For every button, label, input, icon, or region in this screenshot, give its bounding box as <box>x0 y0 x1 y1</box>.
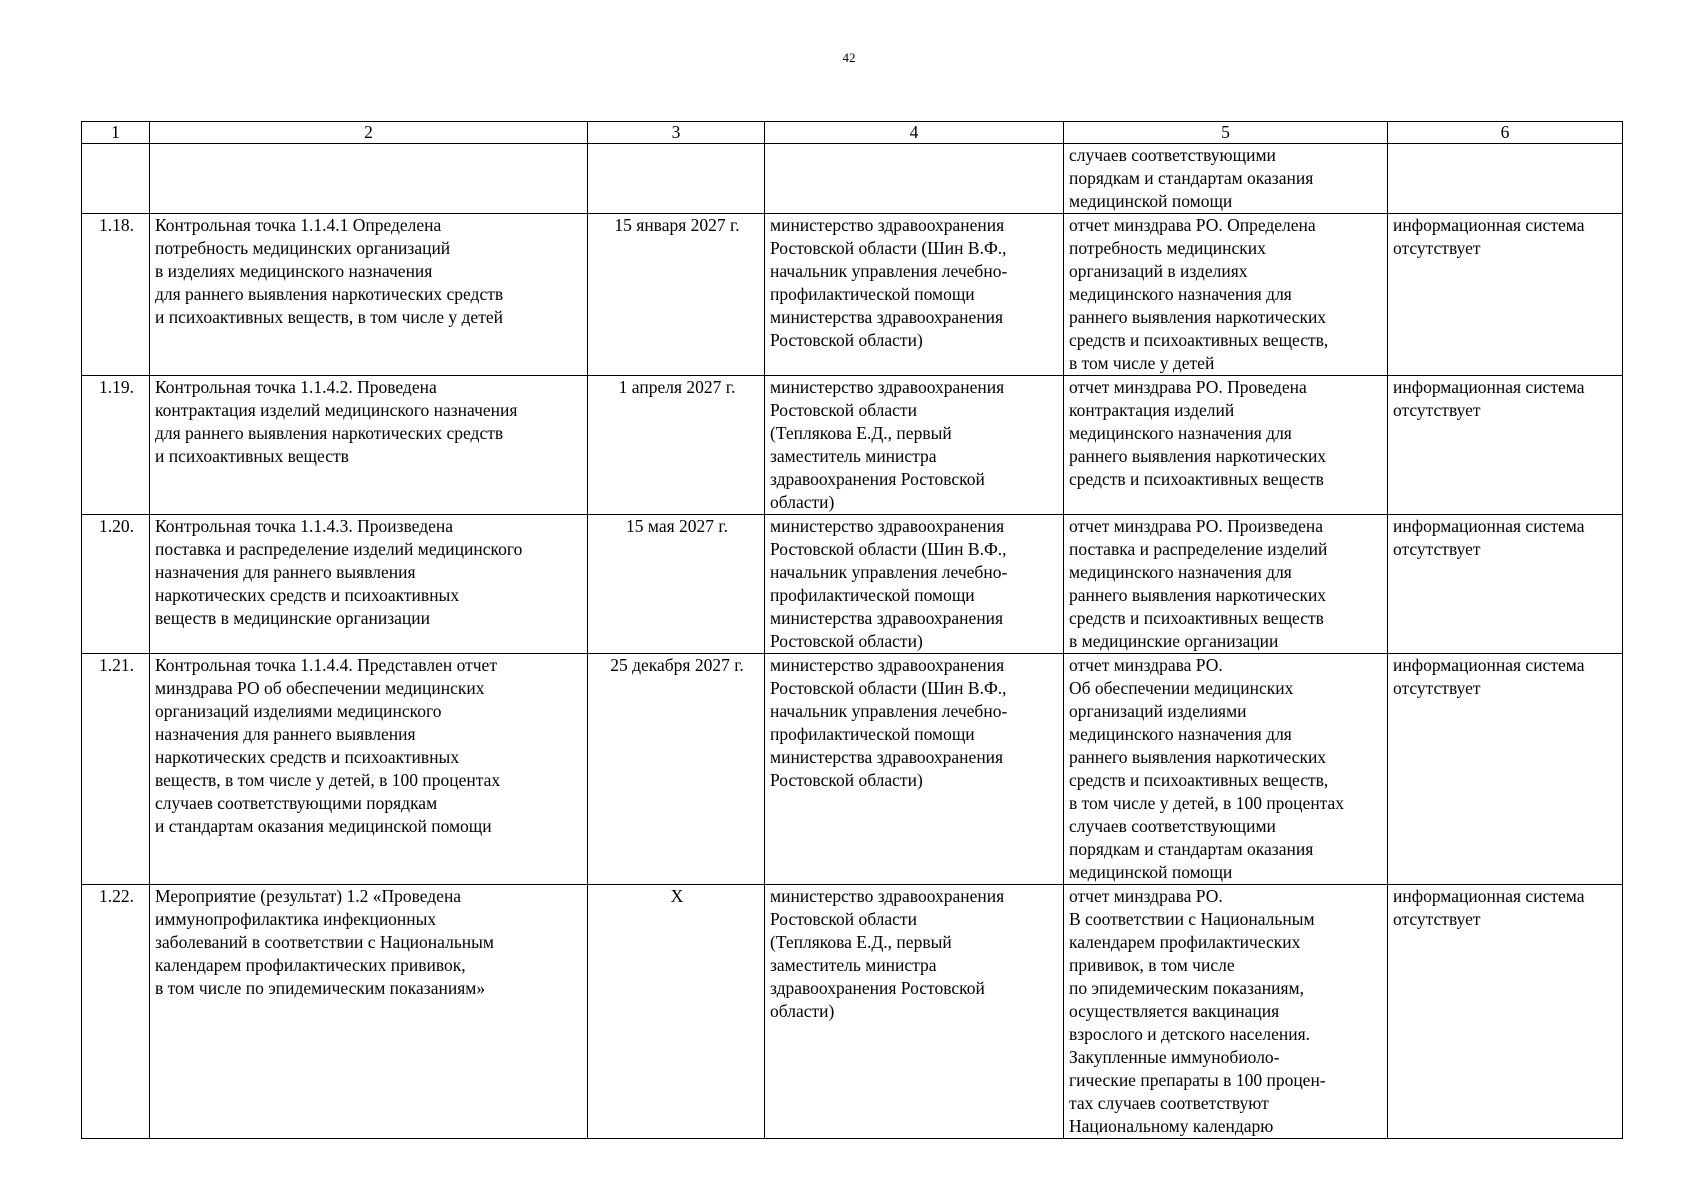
column-header: 1 <box>82 122 150 144</box>
row-result: отчет минздрава РО. В соответствии с Национальным календарем профилактических прививок, в том числе по эпидемическим показаниям, осуществляется вакцинация взрослого и детского населения. Закупленные иммунобиоло- гические препараты в 100 процен- тах случаев соответствуют Национальному календарю <box>1064 885 1388 1139</box>
row-number: 1.21. <box>82 654 150 885</box>
row-date: 15 мая 2027 г. <box>588 515 765 654</box>
table-row <box>82 515 1623 654</box>
row-date: 25 декабря 2027 г. <box>588 654 765 885</box>
row-responsible: министерство здравоохранения Ростовской области (Теплякова Е.Д., первый заместитель министра здравоохранения Ростовской области) <box>765 885 1064 1139</box>
row-date: 1 апреля 2027 г. <box>588 376 765 515</box>
row-system: информационная система отсутствует <box>1388 885 1623 1139</box>
row-number: 1.20. <box>82 515 150 654</box>
row-responsible: министерство здравоохранения Ростовской области (Шин В.Ф., начальник управления лечебно- профилактической помощи министерства здравоохранения Ростовской области) <box>765 214 1064 376</box>
table-row <box>82 144 1623 214</box>
row-date <box>588 144 765 214</box>
plan-table <box>81 121 1623 1139</box>
table-header-row <box>82 122 1623 144</box>
row-responsible: министерство здравоохранения Ростовской области (Шин В.Ф., начальник управления лечебно- профилактической помощи министерства здравоохранения Ростовской области) <box>765 654 1064 885</box>
row-number: 1.19. <box>82 376 150 515</box>
table-row <box>82 376 1623 515</box>
page-number: 42 <box>842 50 856 65</box>
row-number: 1.22. <box>82 885 150 1139</box>
table-row <box>82 654 1623 885</box>
row-name <box>150 144 588 214</box>
row-result: отчет минздрава РО. Определена потребность медицинских организаций в изделиях медицинского назначения для раннего выявления наркотических средств и психоактивных веществ, в том числе у детей <box>1064 214 1388 376</box>
row-number: 1.18. <box>82 214 150 376</box>
column-header: 4 <box>765 122 1064 144</box>
row-system <box>1388 144 1623 214</box>
row-name: Контрольная точка 1.1.4.1 Определена потребность медицинских организаций в изделиях медицинского назначения для раннего выявления наркотических средств и психоактивных веществ, в том числе у детей <box>150 214 588 376</box>
row-date: X <box>588 885 765 1139</box>
row-name: Контрольная точка 1.1.4.2. Проведена контрактация изделий медицинского назначения для раннего выявления наркотических средств и психоактивных веществ <box>150 376 588 515</box>
row-responsible: министерство здравоохранения Ростовской области (Теплякова Е.Д., первый заместитель министра здравоохранения Ростовской области) <box>765 376 1064 515</box>
row-name: Контрольная точка 1.1.4.3. Произведена поставка и распределение изделий медицинского назначения для раннего выявления наркотических средств и психоактивных веществ в медицинские организации <box>150 515 588 654</box>
row-result: случаев соответствующими порядкам и стандартам оказания медицинской помощи <box>1064 144 1388 214</box>
column-header: 3 <box>588 122 765 144</box>
row-number <box>82 144 150 214</box>
row-name: Контрольная точка 1.1.4.4. Представлен отчет минздрава РО об обеспечении медицинских организаций изделиями медицинского назначения для раннего выявления наркотических средств и психоактивных веществ, в том числе у детей, в 100 процентах случаев соответствующими порядкам и стандартам оказания медицинской помощи <box>150 654 588 885</box>
column-header: 6 <box>1388 122 1623 144</box>
column-header: 5 <box>1064 122 1388 144</box>
row-name: Мероприятие (результат) 1.2 «Проведена иммунопрофилактика инфекционных заболеваний в соответствии с Национальным календарем профилактических прививок, в том числе по эпидемическим показаниям» <box>150 885 588 1139</box>
row-system: информационная система отсутствует <box>1388 515 1623 654</box>
table-row <box>82 214 1623 376</box>
row-result: отчет минздрава РО. Об обеспечении медицинских организаций изделиями медицинского назначения для раннего выявления наркотических средств и психоактивных веществ, в том числе у детей, в 100 процентах случаев соответствующими порядкам и стандартам оказания медицинской помощи <box>1064 654 1388 885</box>
row-system: информационная система отсутствует <box>1388 654 1623 885</box>
row-system: информационная система отсутствует <box>1388 214 1623 376</box>
row-date: 15 января 2027 г. <box>588 214 765 376</box>
row-responsible <box>765 144 1064 214</box>
row-result: отчет минздрава РО. Проведена контрактация изделий медицинского назначения для раннего выявления наркотических средств и психоактивных веществ <box>1064 376 1388 515</box>
column-header: 2 <box>150 122 588 144</box>
row-responsible: министерство здравоохранения Ростовской области (Шин В.Ф., начальник управления лечебно- профилактической помощи министерства здравоохранения Ростовской области) <box>765 515 1064 654</box>
table-row <box>82 885 1623 1139</box>
row-result: отчет минздрава РО. Произведена поставка и распределение изделий медицинского назначения для раннего выявления наркотических средств и психоактивных веществ в медицинские организации <box>1064 515 1388 654</box>
row-system: информационная система отсутствует <box>1388 376 1623 515</box>
